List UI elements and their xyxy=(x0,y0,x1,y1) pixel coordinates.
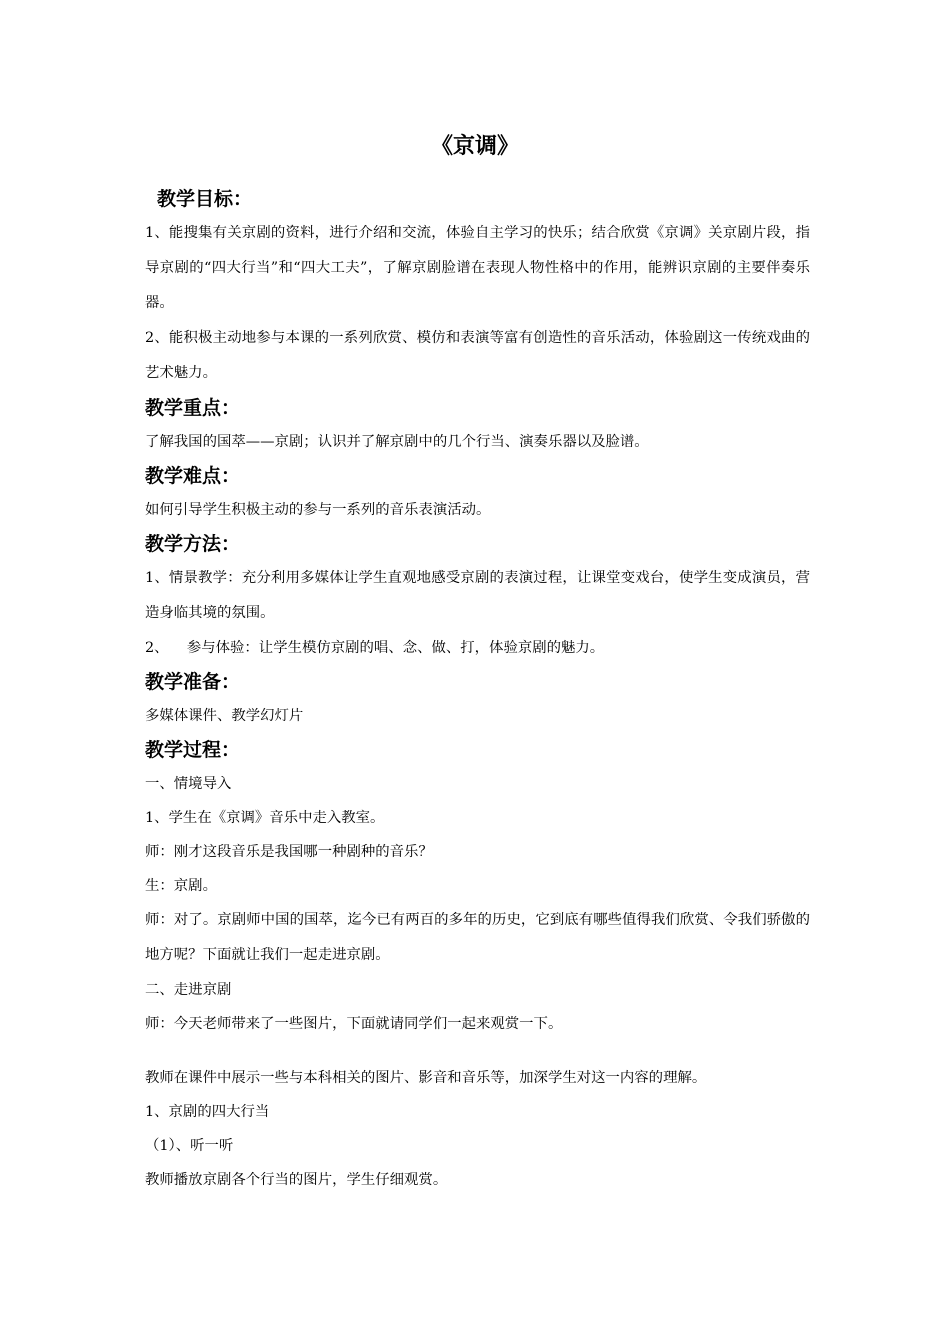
method-item: 1、情景教学：充分利用多媒体让学生直观地感受京剧的表演过程，让课堂变戏台，使学生变成演员，营造身临其境的氛围。 xyxy=(145,570,810,621)
process-line: 师：对了。京剧师中国的国萃，迄今已有两百的多年的历史，它到底有哪些值得我们欣赏、令我们骄傲的地方呢？下面就让我们一起走进京剧。 xyxy=(145,912,810,963)
document-body xyxy=(145,182,810,1197)
process-line: 二、走进京剧 xyxy=(145,982,232,998)
process-line: 1、学生在《京调》音乐中走入教室。 xyxy=(145,810,385,826)
key-points-text: 了解我国的国萃——京剧；认识并了解京剧中的几个行当、演奏乐器以及脸谱。 xyxy=(145,434,649,450)
difficulties-heading: 教学难点： xyxy=(145,465,241,487)
method-item: 2、 参与体验：让学生模仿京剧的唱、念、做、打，体验京剧的魅力。 xyxy=(145,640,605,656)
process-line: 生：京剧。 xyxy=(145,878,217,894)
objective-item: 2、能积极主动地参与本课的一系列欣赏、模仿和表演等富有创造性的音乐活动，体验剧这一传统戏曲的艺术魅力。 xyxy=(145,330,810,381)
preparation-text: 多媒体课件、教学幻灯片 xyxy=(145,708,304,724)
objectives-heading: 教学目标： xyxy=(157,188,253,210)
document-title: 《京调》 xyxy=(430,134,519,159)
process-heading: 教学过程： xyxy=(145,739,241,761)
blank-line xyxy=(145,1041,810,1061)
process-line: 1、京剧的四大行当 xyxy=(145,1104,270,1120)
process-line: 一、情境导入 xyxy=(145,776,232,792)
preparation-heading: 教学准备： xyxy=(145,671,241,693)
key-points-heading: 教学重点： xyxy=(145,397,241,419)
methods-heading: 教学方法： xyxy=(145,533,241,555)
process-line: 师：今天老师带来了一些图片，下面就请同学们一起来观赏一下。 xyxy=(145,1016,563,1032)
objective-item: 1、能搜集有关京剧的资料，进行介绍和交流，体验自主学习的快乐；结合欣赏《京调》关京剧片段，指导京剧的“四大行当”和“四大工夫”，了解京剧脸谱在表现人物性格中的作用，能辨识京剧的主要伴奏乐器。 xyxy=(145,225,810,311)
process-line: 教师在课件中展示一些与本科相关的图片、影音和音乐等，加深学生对这一内容的理解。 xyxy=(145,1070,707,1086)
difficulties-text: 如何引导学生积极主动的参与一系列的音乐表演活动。 xyxy=(145,502,491,518)
process-line: （1）、听一听 xyxy=(145,1138,234,1154)
process-line: 师：刚才这段音乐是我国哪一种剧种的音乐？ xyxy=(145,844,433,860)
process-line: 教师播放京剧各个行当的图片，学生仔细观赏。 xyxy=(145,1172,448,1188)
